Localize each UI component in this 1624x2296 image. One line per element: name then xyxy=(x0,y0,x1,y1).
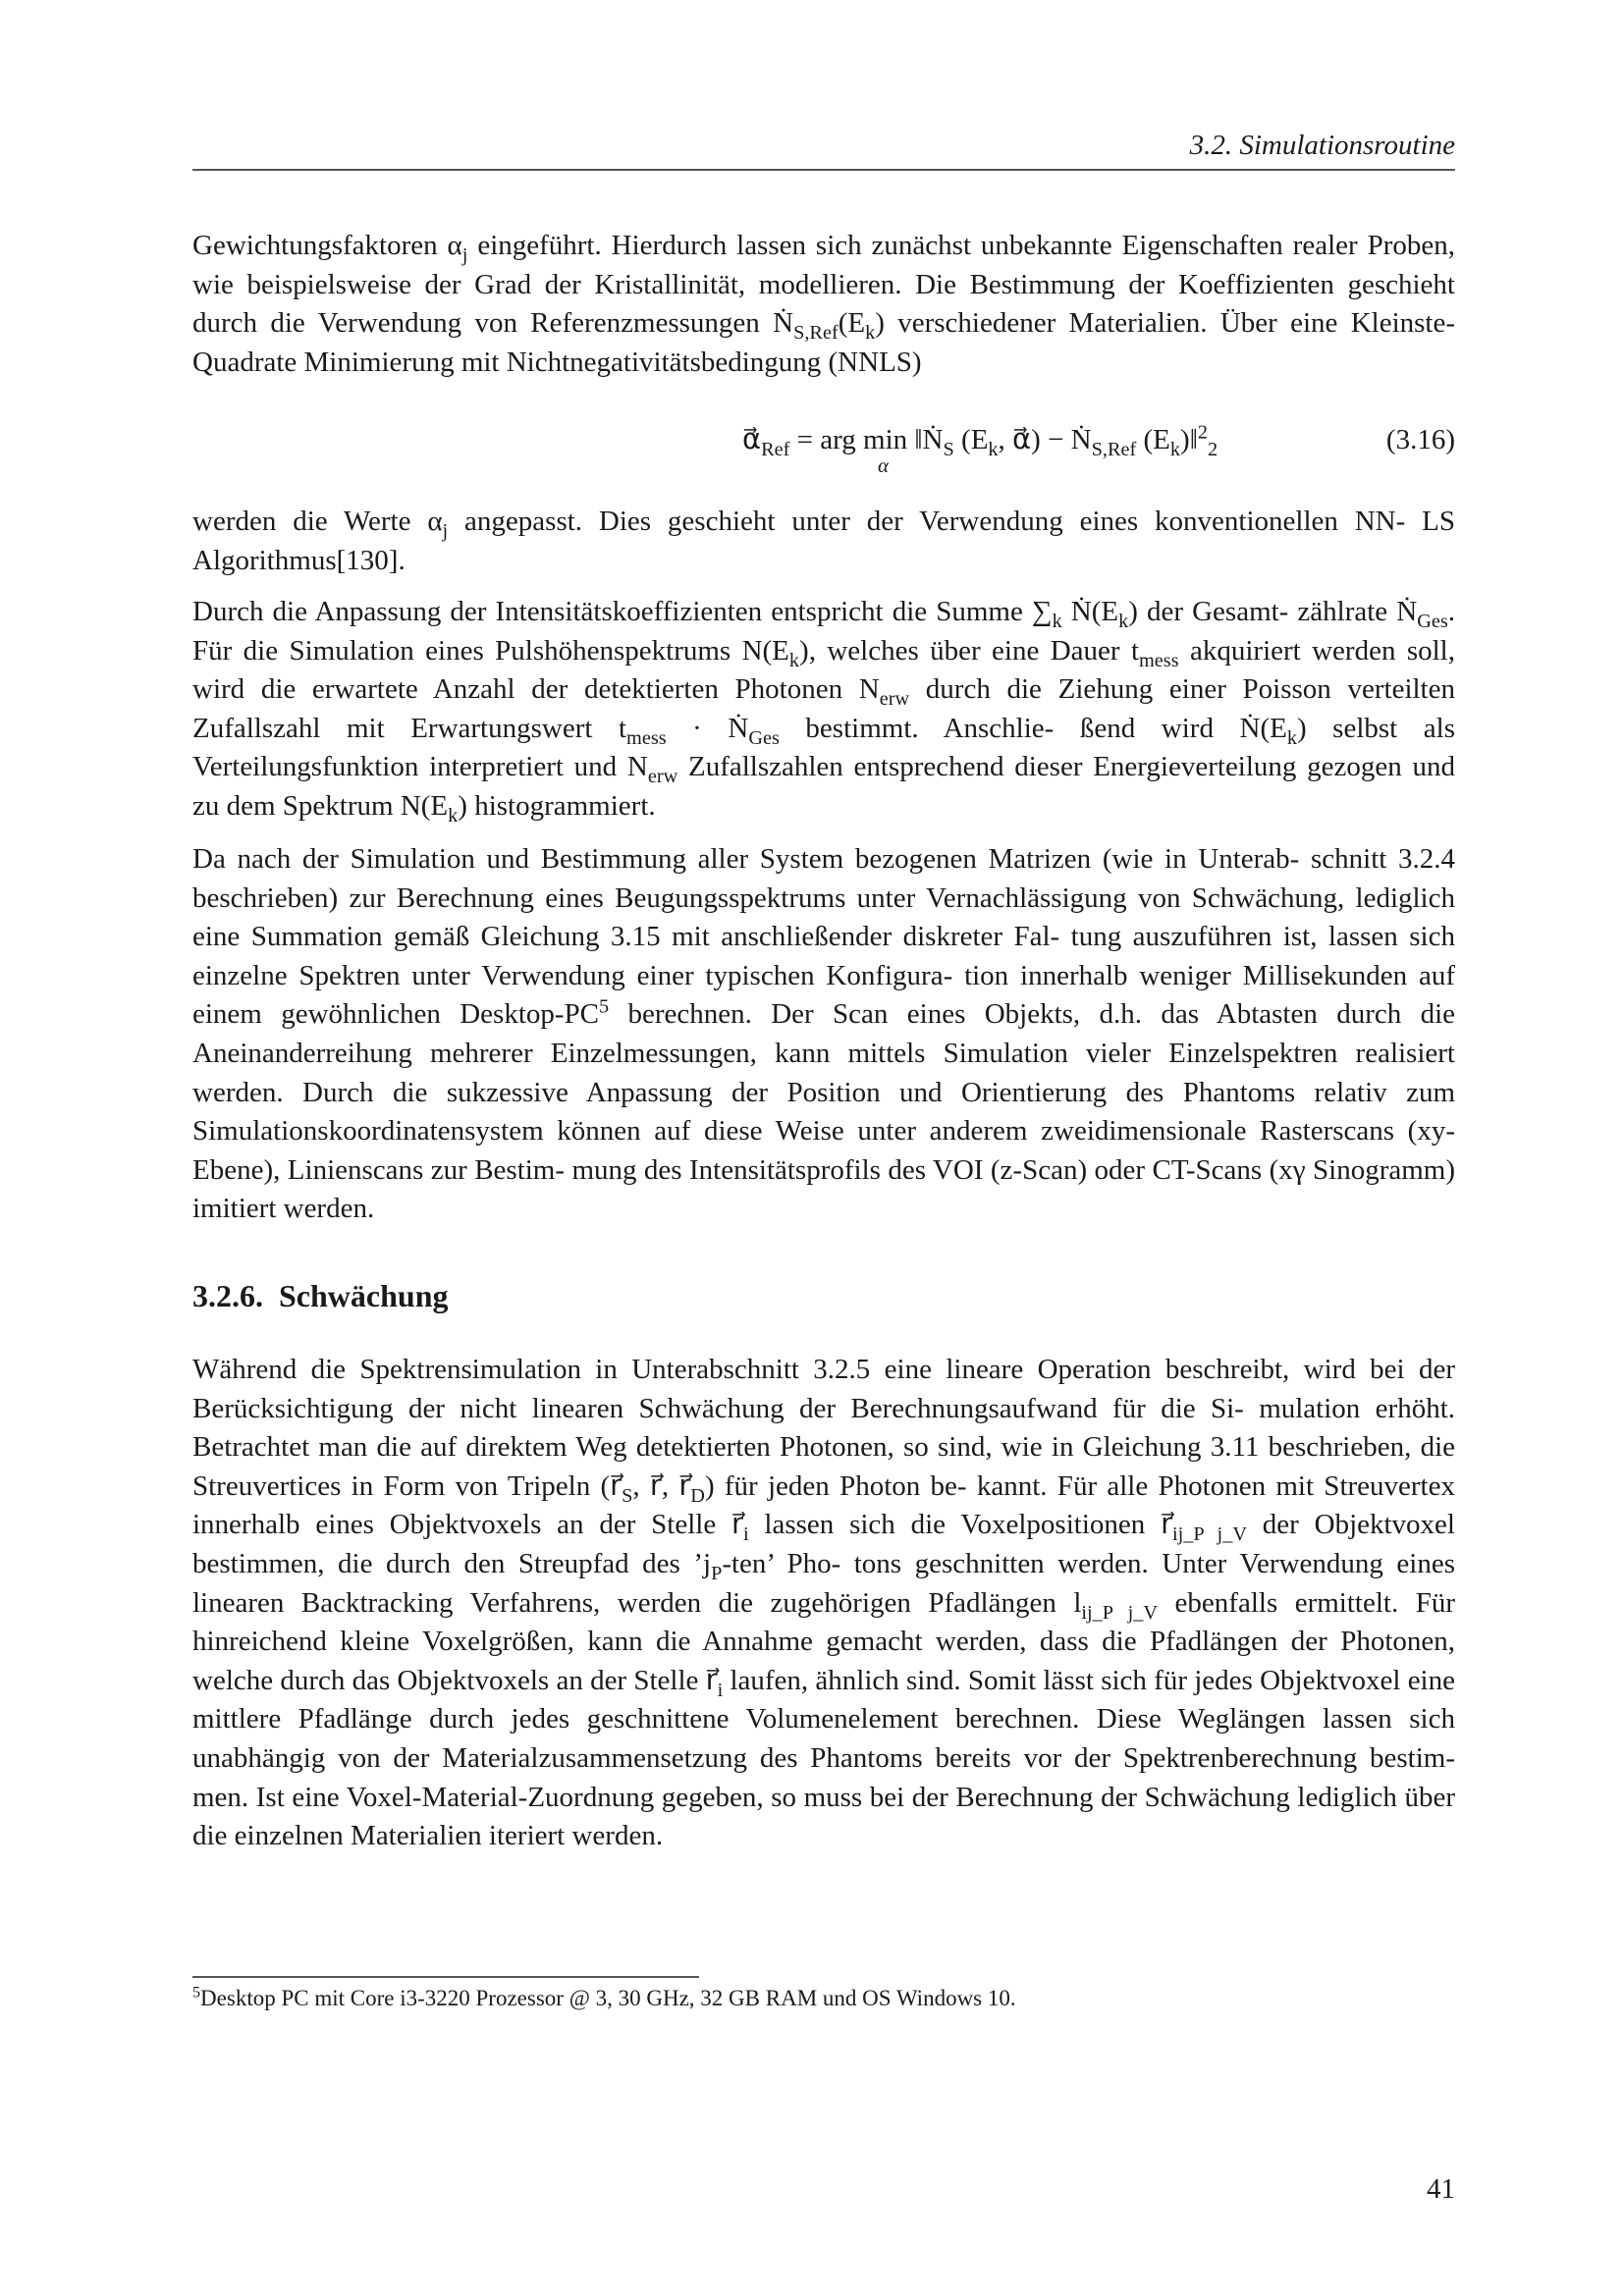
footnote-mark-link[interactable]: 5 xyxy=(599,995,610,1018)
footnote-rule xyxy=(192,1976,699,1978)
footnote-mark: 5 xyxy=(192,1984,201,2002)
link-gleichung-3-11[interactable]: Gleichung 3.11 xyxy=(1082,1431,1260,1464)
section-heading xyxy=(192,1276,1455,1315)
page-number: 41 xyxy=(1427,2173,1455,2205)
argmin-subscript: α⃗ xyxy=(878,454,905,477)
paragraph-2: werden die Werte $\alpha_j$ angepasst. Dies geschieht unter der Verwendung eines konventionellen NN- LS Algorithmus[130]. xyxy=(192,506,1455,576)
section-number: 3.2.6. xyxy=(192,1278,263,1313)
citation-link[interactable]: [130] xyxy=(336,544,399,576)
section-title: Schwächung xyxy=(279,1278,449,1313)
equation-number: (3.16) xyxy=(1385,424,1455,455)
footnote-5 xyxy=(192,1983,1455,2014)
link-unterabschnitt-3-2-5[interactable]: Unterabschnitt 3.2.5 xyxy=(631,1354,871,1385)
footnote-text: Desktop PC mit Core i3-3220 Prozessor @ 3, 30 GHz, 32 GB RAM und OS Windows 10. xyxy=(200,1986,1016,2010)
paragraph-1: Gewichtungsfaktoren $\alpha_j$ eingeführt. Hierdurch lassen sich zunächst unbekannte Eigenschaften realer Proben, wie beispielsweise der Grad der Kristallinität, modellieren. Die Bestimmung der Koeffizienten geschieht durch die Verwendung von Referenzmessungen $Ṅ_{S,Ref}(E_k)$ verschiedener Materialien. Über eine Kleinste-Quadrate Minimierung mit Nichtnegativitätsbedingung (NNLS) xyxy=(192,230,1455,378)
paragraph-5: Während die Spektrensimulation in Unterabschnitt 3.2.5 eine lineare Operation beschreibt, wird bei der Berücksichtigung der nicht linearen Schwächung der Berechnungsaufwand für die Si- mulation erhöht. Betrachtet man die auf direktem Weg detektierten Photonen, so sind, wie in Gleichung 3.11 beschrieben, die Streuvertices in Form von Tripeln ($r⃗_S$, r⃗, $r⃗_D$) für jeden Photon be- kannt. Für alle Photonen mit Streuvertex innerhalb eines Objektvoxels an der Stelle $r⃗_i$ lassen sich die Voxelpositionen $r⃗_{ij\_P j\_V}$ der Objektvoxel bestimmen, die durch den Streupfad des $’j_P$-ten’ Pho- tons geschnitten werden. Unter Verwendung eines linearen Backtracking Verfahrens, werden die zugehörigen Pfadlängen $l_{ij\_P j\_V}$ ebenfalls ermittelt. Für hinreichend kleine Voxelgrößen, kann die Annahme gemacht werden, dass die Pfadlängen der Photonen, welche durch das Objektvoxels an der Stelle $r⃗_i$ laufen, ähnlich sind. Somit lässt sich für jedes Objektvoxel eine mittlere Pfadlänge durch jedes geschnittene Volumenelement berechnen. Diese Weglängen lassen sich unabhängig von der Materialzusammensetzung des Phantoms bereits vor der Spektrenberechnung bestim- men. Ist eine Voxel-Material-Zuordnung gegeben, so muss bei der Berechnung der Schwächung lediglich über die einzelnen Materialien iteriert werden. xyxy=(192,1354,1456,1852)
paragraph-4: Da nach der Simulation und Bestimmung aller System bezogenen Matrizen (wie in Unterab- schnitt 3.2.4 beschrieben) zur Berechnung eines Beugungsspektrums unter Vernachlässigung von Schwächung, lediglich eine Summation gemäß Gleichung 3.15 mit anschließender diskreter Fal- tung auszuführen ist, lassen sich einzelne Spektren unter Verwendung einer typischen Konfigura- tion innerhalb weniger Millisekunden auf einem gewöhnlichen Desktop-$PC^5$ berechnen. Der Scan eines Objekts, d.h. das Abtasten durch die Aneinanderreihung mehrerer Einzelmessungen, kann mittels Simulation vieler Einzelspektren realisiert werden. Durch die sukzessive Anpassung der Position und Orientierung des Phantoms relativ zum Simulationskoordinatensystem können auf diese Weise unter anderem zweidimensionale Rasterscans (xy-Ebene), Linienscans zur Bestim- mung des Intensitätsprofils des VOI (z-Scan) oder CT-Scans (xγ Sinogramm) imitiert werden. xyxy=(192,843,1456,1225)
equation-3-16 xyxy=(192,412,1455,491)
running-header: 3.2. Simulationsroutine xyxy=(1189,130,1455,161)
equation-body: $\alpha⃗_{Ref}$ = arg min ‖Ṅ$_S$ ($E_k$, α⃗) − Ṅ$_{S,Ref}$ $(E_k)‖^2_2$ xyxy=(742,421,1218,460)
link-gleichung-3-15[interactable]: Gleichung 3.15 xyxy=(480,921,661,953)
paragraph-3: Durch die Anpassung der Intensitätskoeffizienten entspricht die Summe $\sum_k$ $Ṅ(E_k)$ der Gesamt- zählrate Ṅ$_{Ges}$. Für die Simulation eines Pulshöhenspektrums $N(E_k)$, welches über eine Dauer $t_{mess}$ akquiriert werden soll, wird die erwartete Anzahl der detektierten Photonen $N_{erw}$ durch die Ziehung einer Poisson verteilten Zufallszahl mit Erwartungswert $t_{mess}$ · Ṅ$_{Ges}$ bestimmt. Anschlie- ßend wird $Ṅ(E_k)$ selbst als Verteilungsfunktion interpretiert und $N_{erw}$ Zufallszahlen entsprechend dieser Energieverteilung gezogen und zu dem Spektrum $N(E_k)$ histogrammiert. xyxy=(192,596,1456,827)
header-rule xyxy=(192,169,1455,171)
link-unterabschnitt-3-2-4[interactable]: Unterab- schnitt 3.2.4 xyxy=(1198,843,1456,875)
